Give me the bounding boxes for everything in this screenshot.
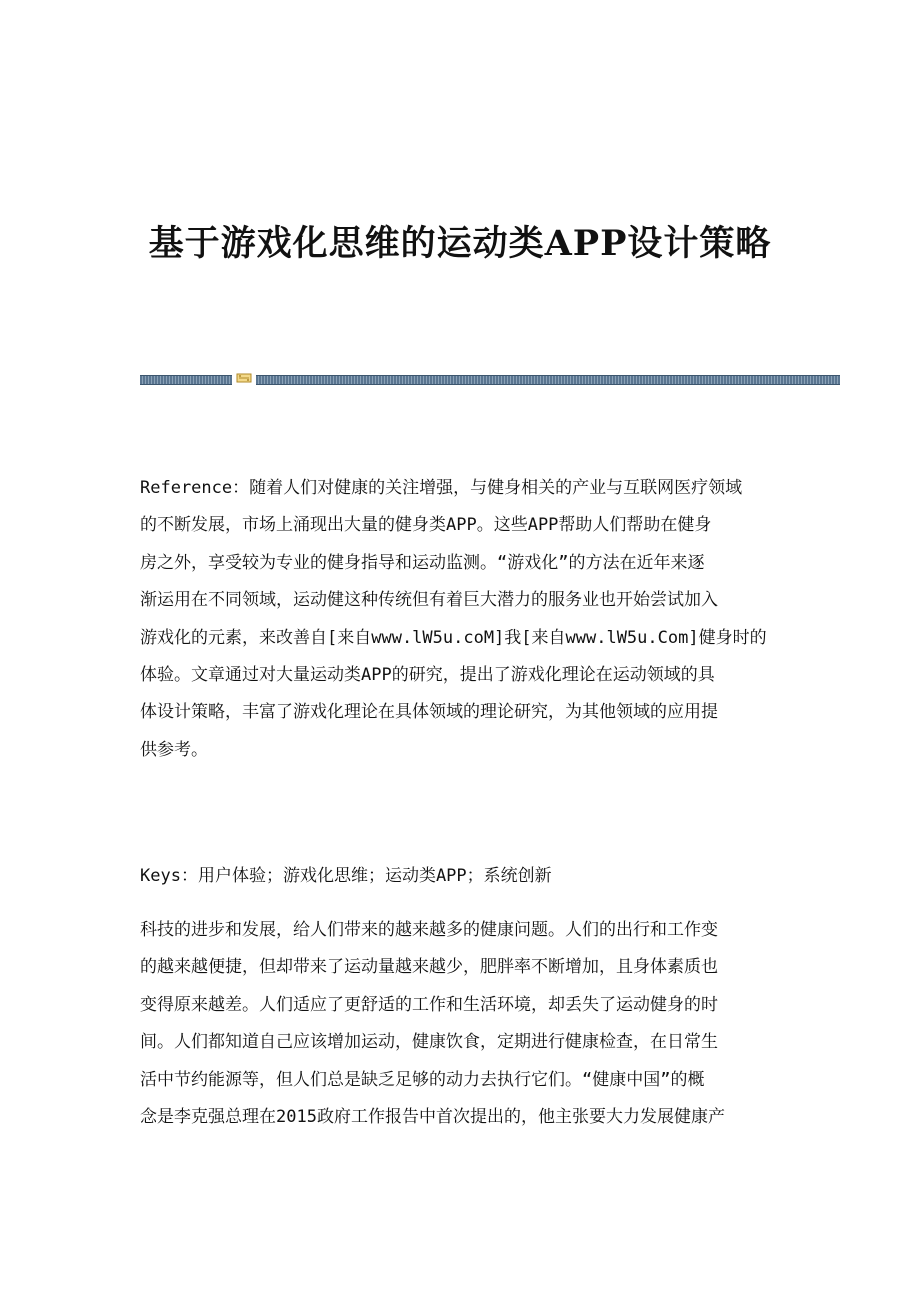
abstract-line: 的不断发展，市场上涌现出大量的健身类APP。这些APP帮助人们帮助在健身: [140, 515, 712, 536]
abstract-line: 渐运用在不同领域，运动健这种传统但有着巨大潜力的服务业也开始尝试加入: [140, 590, 718, 611]
body-line: 变得原来越差。人们适应了更舒适的工作和生活环境，却丢失了运动健身的时: [140, 994, 718, 1015]
abstract-line: 游戏化的元素，来改善自[来自www.lW5u.coM]我[来自www.lW5u.Com]健身时的: [140, 627, 767, 648]
body-line: 活中节约能源等，但人们总是缺乏足够的动力去执行它们。“健康中国”的概: [140, 1069, 705, 1090]
divider-bar-right: [256, 375, 840, 385]
abstract-line: 供参考。: [140, 739, 208, 760]
abstract-line: 体验。文章通过对大量运动类APP的研究，提出了游戏化理论在运动领域的具: [140, 664, 715, 685]
ornament-icon: [236, 372, 252, 384]
divider-bar-left: [140, 375, 232, 385]
body-paragraph: [140, 912, 790, 1136]
body-line: 科技的进步和发展，给人们带来的越来越多的健康问题。人们的出行和工作变: [140, 920, 718, 940]
abstract-line: 房之外，享受较为专业的健身指导和运动监测。“游戏化”的方法在近年来逐: [140, 552, 705, 573]
body-line: 的越来越便捷，但却带来了运动量越来越少，肥胖率不断增加，且身体素质也: [140, 957, 718, 978]
abstract-paragraph: [140, 470, 790, 769]
body-line: 念是李克强总理在2015政府工作报告中首次提出的，他主张要大力发展健康产: [140, 1106, 725, 1127]
abstract-line: Reference：随着人们对健康的关注增强，与健身相关的产业与互联网医疗领域: [140, 478, 743, 498]
abstract-line: 体设计策略，丰富了游戏化理论在具体领域的理论研究，为其他领域的应用提: [140, 702, 718, 723]
document-title: 基于游戏化思维的运动类APP设计策略: [148, 223, 772, 264]
title-divider: [140, 372, 840, 384]
keywords-line: Keys：用户体验；游戏化思维；运动类APP；系统创新: [140, 866, 552, 886]
keywords: [140, 860, 790, 892]
body-line: 间。人们都知道自己应该增加运动，健康饮食，定期进行健康检查，在日常生: [140, 1032, 718, 1053]
